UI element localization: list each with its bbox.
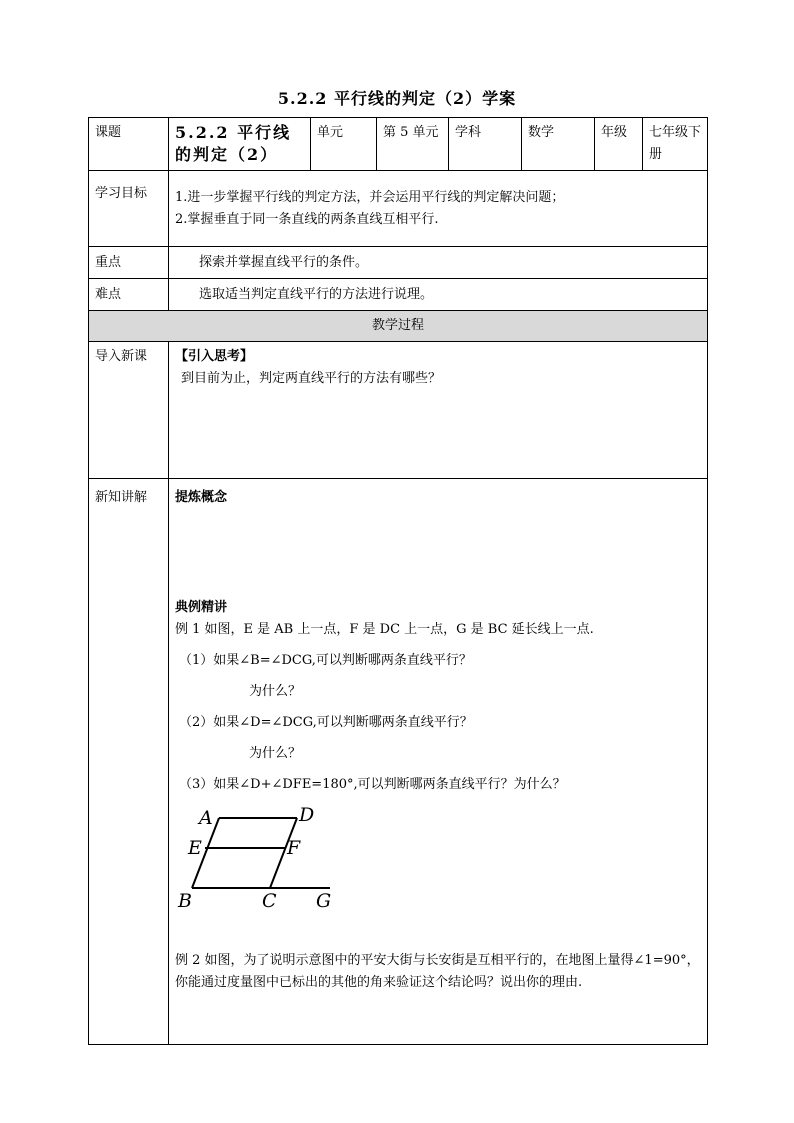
- topic-label: 课题: [89, 118, 169, 171]
- difficulty-row: [89, 279, 708, 311]
- intro-content: [169, 342, 708, 479]
- example1-question-3: （3）如果∠D+∠DFE=180°,可以判断哪两条直线平行？为什么？: [179, 777, 566, 792]
- process-header: 教学过程: [89, 311, 708, 342]
- subject-value: 数学: [522, 118, 595, 171]
- grade-value: 七年级下册: [643, 118, 708, 171]
- objectives-content: [169, 171, 708, 247]
- key-point-row: [89, 247, 708, 279]
- objective-item: 2.掌握垂直于同一条直线的两条直线互相平行.: [175, 211, 439, 227]
- difficulty-text: 选取适当判定直线平行的方法进行说理。: [169, 279, 708, 311]
- example1-text: 例 1 如图，E 是 AB 上一点，F 是 DC 上一点，G 是 BC 延长线上一点.: [175, 622, 594, 637]
- intro-label: 导入新课: [89, 342, 169, 479]
- label-c: C: [262, 890, 277, 912]
- label-d: D: [299, 804, 315, 826]
- concept-heading: 提炼概念: [175, 490, 228, 505]
- new-knowledge-content: [169, 479, 708, 1045]
- example1-question-2-why: 为什么？: [249, 746, 302, 761]
- unit-value: 第 5 单元: [377, 118, 449, 171]
- lesson-plan-table: [88, 117, 708, 1045]
- header-row: [89, 118, 708, 171]
- label-b: B: [178, 890, 192, 912]
- document-title: 5.2.2 平行线的判定（2）学案: [277, 89, 517, 108]
- key-point-label: 重点: [89, 247, 169, 279]
- label-f: F: [287, 837, 301, 859]
- process-header-row: [89, 311, 708, 342]
- subject-label: 学科: [449, 118, 522, 171]
- topic-value: 5.2.2 平行线的判定（2）: [169, 118, 311, 171]
- difficulty-label: 难点: [89, 279, 169, 311]
- label-a: A: [199, 807, 213, 829]
- example2-text: 例 2 如图，为了说明示意图中的平安大街与长安街是互相平行的，在地图上量得∠1=90°，你能通过度量图中已标出的其他的角来验证这个结论吗？说出你的理由.: [175, 953, 700, 990]
- example1-question-1-why: 为什么？: [249, 684, 302, 699]
- unit-label: 单元: [311, 118, 377, 171]
- examples-heading: 典例精讲: [175, 600, 228, 615]
- parallelogram-figure: [175, 802, 345, 914]
- example1-question-2: （2）如果∠D=∠DCG,可以判断哪两条直线平行？: [179, 715, 473, 730]
- label-g: G: [316, 890, 332, 912]
- objective-item: 1.进一步掌握平行线的判定方法，并会运用平行线的判定解决问题；: [175, 189, 565, 205]
- objectives-label: 学习目标: [89, 171, 169, 247]
- key-point-text: 探索并掌握直线平行的条件。: [169, 247, 708, 279]
- grade-label: 年级: [595, 118, 643, 171]
- new-knowledge-label: 新知讲解: [89, 479, 169, 1045]
- new-knowledge-row: [89, 479, 708, 1045]
- label-e: E: [188, 837, 202, 859]
- intro-row: [89, 342, 708, 479]
- intro-question: 到目前为止，判定两直线平行的方法有哪些？: [181, 371, 442, 386]
- objectives-row: [89, 171, 708, 247]
- intro-heading: 【引入思考】: [175, 349, 254, 364]
- example1-question-1: （1）如果∠B=∠DCG,可以判断哪两条直线平行？: [179, 653, 472, 668]
